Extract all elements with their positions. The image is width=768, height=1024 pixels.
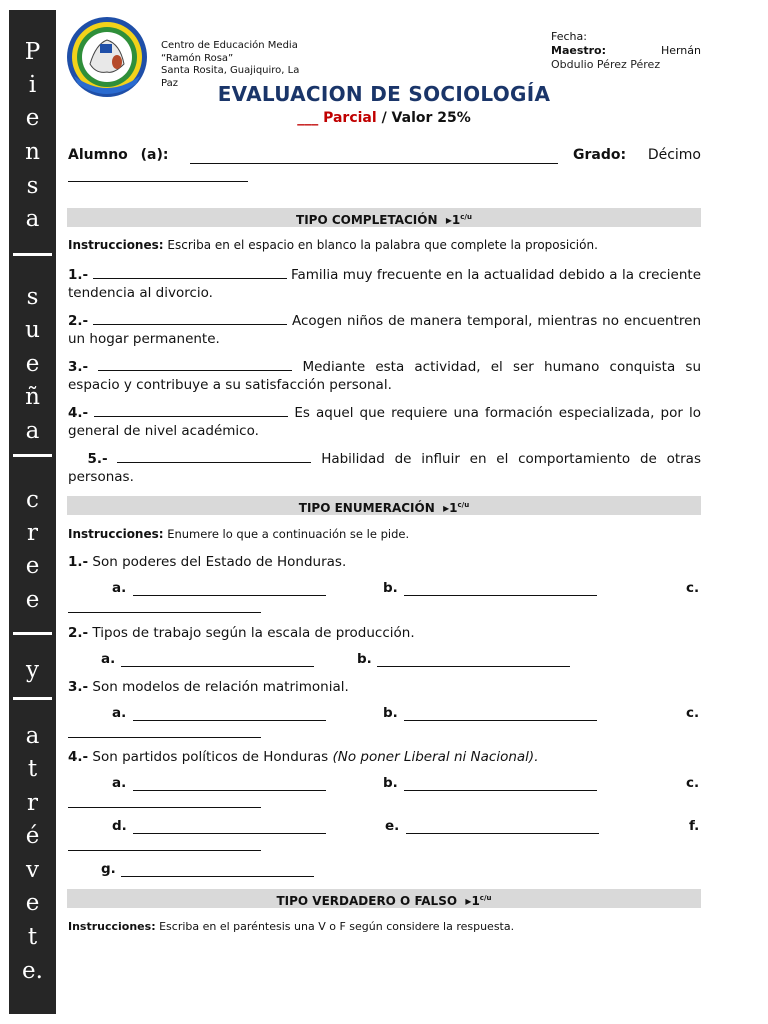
value-label: / Valor 25%	[381, 110, 471, 126]
answer-blank[interactable]	[94, 403, 288, 417]
grade-value: Décimo	[647, 147, 701, 163]
partial-label: Parcial	[323, 110, 377, 126]
motto-letter: i	[28, 72, 37, 98]
question-text: Acogen niños de manera temporal, mientras no encuentren un hogar permanente.	[68, 313, 702, 347]
teacher-label: Maestro:	[551, 44, 607, 57]
answer-blank[interactable]	[93, 311, 287, 325]
instructions-label: Instrucciones:	[68, 527, 164, 541]
section-unit: c/u	[457, 501, 470, 509]
enum-question-1	[68, 553, 701, 571]
answer-blank[interactable]	[98, 357, 292, 371]
question-number: 3.-	[68, 359, 89, 375]
motto-letter: s	[26, 284, 39, 310]
option-b-label: b.	[383, 705, 398, 721]
student-name-line-2[interactable]	[68, 167, 248, 182]
triangle-icon: ▸	[441, 213, 452, 227]
motto-letter: r	[27, 520, 38, 546]
option-c-blank[interactable]	[68, 611, 261, 613]
instructions-label: Instrucciones:	[68, 238, 164, 252]
motto-letter: t	[27, 756, 38, 782]
triangle-icon: ▸	[461, 894, 472, 908]
question-note: (No poner Liberal ni Nacional).	[332, 749, 539, 765]
motto-letter: s	[26, 173, 39, 199]
option-b-label: b.	[383, 580, 398, 596]
answer-blank[interactable]	[117, 449, 311, 463]
option-g-label: g.	[101, 861, 116, 877]
question-text: Es aquel que requiere una formación especializada, por lo general de nivel académico.	[68, 405, 702, 439]
option-b-blank[interactable]	[404, 719, 597, 721]
instructions-label: Instrucciones:	[68, 920, 156, 933]
section-enumeracion-header	[67, 496, 701, 515]
question-1	[68, 265, 701, 302]
option-f-blank[interactable]	[68, 849, 261, 851]
school-address-cont: Paz	[161, 77, 178, 89]
question-number: 4.-	[68, 749, 89, 765]
option-a-blank[interactable]	[133, 789, 326, 791]
motto-letter: r	[27, 790, 38, 816]
question-4	[68, 403, 701, 440]
motto-letter: n	[25, 139, 40, 165]
instructions	[68, 527, 702, 541]
question-text: Tipos de trabajo según la escala de producción.	[92, 625, 415, 641]
section-completacion-header	[67, 208, 701, 227]
option-b-blank[interactable]	[404, 594, 597, 596]
option-g-blank[interactable]	[121, 875, 314, 877]
date-label: Fecha:	[551, 30, 587, 43]
question-number: 4.-	[68, 405, 89, 421]
partial-blank: ___	[297, 110, 319, 126]
grade-label: Grado:	[573, 147, 627, 163]
option-c-label: c.	[686, 705, 700, 721]
option-b-label: b.	[383, 775, 398, 791]
student-label: Alumno (a):	[68, 147, 169, 163]
instructions-text: Enumere lo que a continuación se le pide.	[167, 527, 410, 541]
exam-subtitle	[0, 110, 768, 126]
option-c-blank[interactable]	[68, 806, 261, 808]
section-points: 1	[451, 213, 461, 227]
section-unit: c/u	[479, 894, 492, 902]
motto-letter: e	[25, 105, 40, 131]
motto-letter: ñ	[25, 384, 40, 410]
option-a-blank[interactable]	[133, 719, 326, 721]
motto-letter: a	[25, 418, 40, 444]
question-number: 2.-	[68, 313, 89, 329]
motto-separator	[13, 454, 52, 457]
question-text: Son modelos de relación matrimonial.	[92, 679, 349, 695]
question-text: Familia muy frecuente en la actualidad debido a la creciente tendencia al divorcio.	[68, 267, 702, 301]
motto-letter: a	[25, 206, 40, 232]
option-a-blank[interactable]	[133, 594, 326, 596]
section-points: 1	[449, 501, 458, 515]
instructions-text: Escriba en el paréntesis una V o F según considere la respuesta.	[159, 920, 515, 933]
option-f-label: f.	[689, 818, 700, 834]
triangle-icon: ▸	[438, 501, 450, 515]
section-verdadero-falso-header	[67, 889, 701, 908]
instructions	[68, 238, 702, 252]
option-d-label: d.	[112, 818, 127, 834]
motto-letter: t	[27, 924, 38, 950]
option-a-label: a.	[101, 651, 116, 667]
motto-separator	[13, 253, 52, 256]
school-address: Santa Rosita, Guajiquiro, La	[161, 65, 300, 77]
question-number: 2.-	[68, 625, 89, 641]
motto-separator	[13, 697, 52, 700]
school-subname: “Ramón Rosa”	[161, 52, 234, 64]
motto-letter: v	[26, 857, 39, 883]
motto-letter: P	[24, 39, 41, 65]
motto-letter: e	[25, 587, 40, 613]
section-unit: c/u	[460, 213, 472, 221]
enum-question-4	[68, 748, 701, 766]
instructions	[68, 920, 702, 933]
enum-question-3	[68, 678, 701, 696]
question-number: 5.-	[87, 451, 108, 467]
option-a-label: a.	[112, 775, 127, 791]
motto-letter: a	[25, 723, 40, 749]
option-d-blank[interactable]	[133, 832, 326, 834]
school-name: Centro de Educación Media	[161, 40, 298, 51]
motto-letter: e	[25, 890, 40, 916]
motto-letter: e.	[22, 958, 43, 984]
option-c-blank[interactable]	[68, 736, 261, 738]
motto-letter: u	[25, 317, 40, 343]
option-b-label: b.	[357, 651, 372, 667]
option-c-label: c.	[686, 580, 700, 596]
student-info	[68, 147, 701, 187]
motto-letter: c	[26, 487, 39, 513]
section-title: TIPO COMPLETACIÓN	[296, 213, 438, 227]
motto-letter: e	[25, 351, 40, 377]
section-title: TIPO ENUMERACIÓN	[298, 501, 435, 515]
option-a-label: a.	[112, 705, 127, 721]
option-e-blank[interactable]	[406, 832, 599, 834]
question-number: 1.-	[68, 267, 89, 283]
teacher-name-continued: Obdulio Pérez Pérez	[551, 58, 661, 71]
answer-blank[interactable]	[93, 265, 287, 279]
option-b-blank[interactable]	[404, 789, 597, 791]
option-a-blank[interactable]	[121, 665, 314, 667]
section-title: TIPO VERDADERO O FALSO	[276, 894, 458, 908]
option-e-label: e.	[385, 818, 400, 834]
motto-letter: e	[25, 553, 40, 579]
date-teacher-block	[551, 30, 701, 71]
question-5	[68, 449, 701, 486]
teacher-name: Hernán	[660, 44, 701, 57]
student-name-line[interactable]	[190, 149, 558, 164]
question-2	[68, 311, 701, 348]
question-text: Son partidos políticos de Honduras	[92, 749, 329, 765]
instructions-text: Escriba en el espacio en blanco la palabra que complete la proposición.	[167, 238, 598, 252]
option-c-label: c.	[686, 775, 700, 791]
motto-sidebar	[9, 10, 56, 1014]
enum-question-2	[68, 624, 701, 642]
option-a-label: a.	[112, 580, 127, 596]
option-b-blank[interactable]	[377, 665, 570, 667]
motto-separator	[13, 632, 52, 635]
question-text: Habilidad de influir en el comportamiento de otras personas.	[68, 451, 701, 485]
motto-letter: y	[26, 657, 39, 683]
motto-letter: é	[25, 823, 40, 849]
exam-title: EVALUACION DE SOCIOLOGÍA	[217, 82, 551, 106]
question-number: 1.-	[68, 554, 89, 570]
question-text: Mediante esta actividad, el ser humano conquista su espacio y contribuye a su satisfacción personal.	[68, 359, 701, 393]
section-points: 1	[471, 894, 480, 908]
question-3	[68, 357, 701, 394]
question-text: Son poderes del Estado de Honduras.	[92, 554, 347, 570]
question-number: 3.-	[68, 679, 89, 695]
